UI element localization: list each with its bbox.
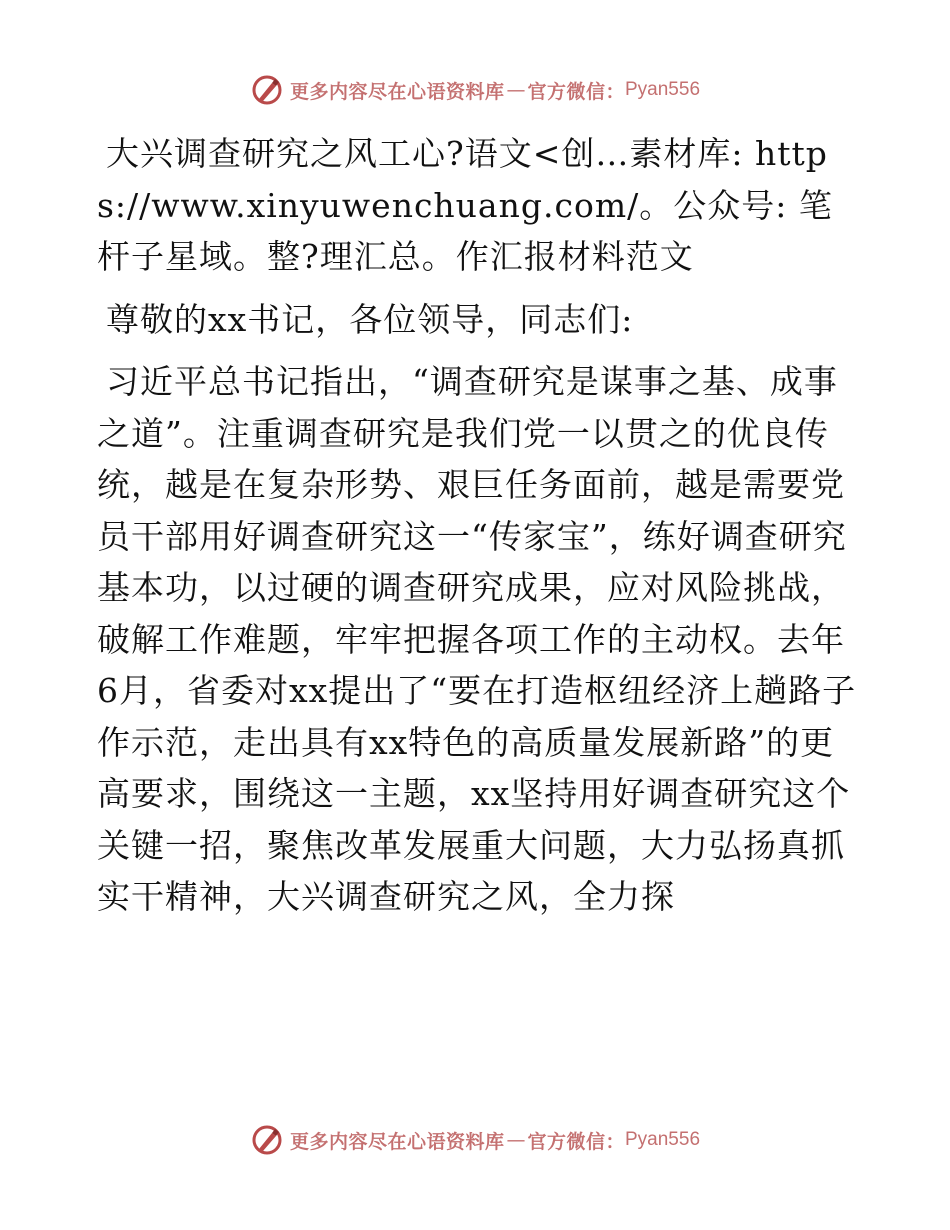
pen-logo-icon	[250, 73, 284, 107]
banner-text: 更多内容尽在心语资料库	[289, 80, 505, 103]
banner-id: Pyan556	[625, 1129, 701, 1150]
banner-text: 更多内容尽在心语资料库	[289, 1130, 505, 1153]
banner-separator: —	[506, 1129, 526, 1151]
title-paragraph: 大兴调查研究之风工心?语文<创…素材库: https://www.xinyuwenchuang.com/。公众号: 笔杆子星域。整?理汇总。作汇报材料范文	[97, 134, 833, 276]
document-body	[97, 128, 857, 923]
body-paragraph: 习近平总书记指出，“调查研究是谋事之基、成事之道”。注重调查研究是我们党一以贯之的优良传统，越是在复杂形势、艰巨任务面前，越是需要党员干部用好调查研究这一“传家宝”，练好调查研究基本功，以过硬的调查研究成果，应对风险挑战，破解工作难题，牢牢把握各项工作的主动权。去年6月，省委对xx提出了“要在打造枢纽经济上趟路子作示范，走出具有xx特色的高质量发展新路”的更高要求，围绕这一主题，xx坚持用好调查研究这个关键一招，聚焦改革发展重大问题，大力弘扬真抓实干精神，大兴调查研究之风，全力探	[97, 362, 857, 916]
banner-contact: 官方微信：	[527, 1130, 625, 1153]
banner-id: Pyan556	[625, 79, 701, 100]
banner-contact: 官方微信：	[527, 80, 625, 103]
pen-logo-icon	[250, 1123, 284, 1157]
banner-separator: —	[506, 79, 526, 101]
salutation: 尊敬的xx书记，各位领导，同志们:	[106, 299, 634, 339]
header-watermark-banner	[0, 70, 950, 110]
footer-watermark-banner	[0, 1120, 950, 1160]
